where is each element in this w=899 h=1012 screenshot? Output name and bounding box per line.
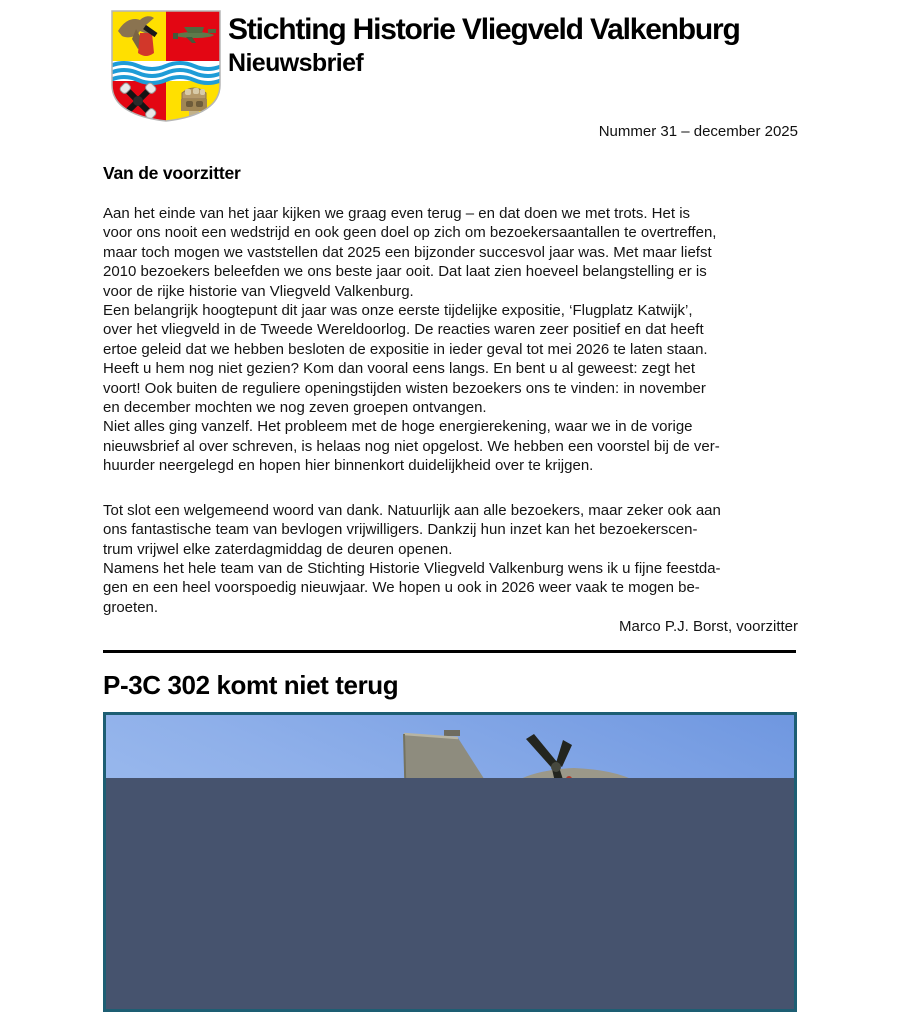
newsletter-subtitle: Nieuwsbrief [228, 49, 364, 77]
p3c-heading: P-3C 302 komt niet terug [103, 669, 399, 700]
section-divider [103, 650, 796, 653]
issue-date: Nummer 31 – december 2025 [598, 123, 798, 140]
voorzitter-paragraph-2: Tot slot een welgemeend woord van dank. Natuurlijk aan alle bezoekers, maar zeker ook aan ons fantastische team van bevlogen vrijwilligers. Dankzij hun inzet kan het bezoekerscen- trum vrijwel elke zaterdagmiddag de deuren openen. Namens het hele team van de Stichting Historie Vliegveld Valkenburg wens ik u fijne feestda- gen en een heel voorspoedig nieuwjaar. We hopen u ook in 2026 weer vaak te mogen be- groeten. [103, 501, 721, 616]
roofline [106, 778, 794, 1012]
p3c-tail-photo [103, 712, 797, 1012]
masthead [228, 0, 798, 78]
voorzitter-heading: Van de voorzitter [103, 163, 241, 183]
newsletter-title: Stichting Historie Vliegveld Valkenburg [228, 13, 740, 46]
signature: Marco P.J. Borst, voorzitter [619, 618, 798, 636]
newsletter-content [103, 0, 798, 1012]
voorzitter-paragraph-1: Aan het einde van het jaar kijken we graag even terug – en dat doen we met trots. Het is voor ons nooit een wedstrijd en ook geen doel op zich om bezoekersaantallen te overtreffen, maar toch mogen we vaststellen dat 2025 een bijzonder succesvol jaar was. Met maar liefst 2010 bezoekers beleefden we ons beste jaar ooit. Dat laat zien hoeveel belangstelling er is voor de rijke historie van Vliegveld Valkenburg. Een belangrijk hoogtepunt dit jaar was onze eerste tijdelijke expositie, ‘Flugplatz Katwijk’, over het vliegveld in de Tweede Wereldoorlog. De reacties waren zeer positief en dat heeft ertoe geleid dat we hebben besloten de expositie in ieder geval tot mei 2026 te laten staan. Heeft u hem nog niet gezien? Kom dan vooral eens langs. En bent u al geweest: zegt het voort! Ook buiten de reguliere openingstijden wisten bezoekers ons te vinden: in november en december mochten we nog zeven groepen ontvangen. Niet alles ging vanzelf. Het probleem met de hoge energierekening, waar we in de vorige nieuwsbrief al over schreven, is helaas nog niet opgelost. We hebben een voorstel bij de ver- huurder neergelegd en hopen hier binnenkort duidelijkheid over te krijgen. [103, 205, 720, 475]
p3c-orion-photo-illustration [106, 715, 794, 1012]
